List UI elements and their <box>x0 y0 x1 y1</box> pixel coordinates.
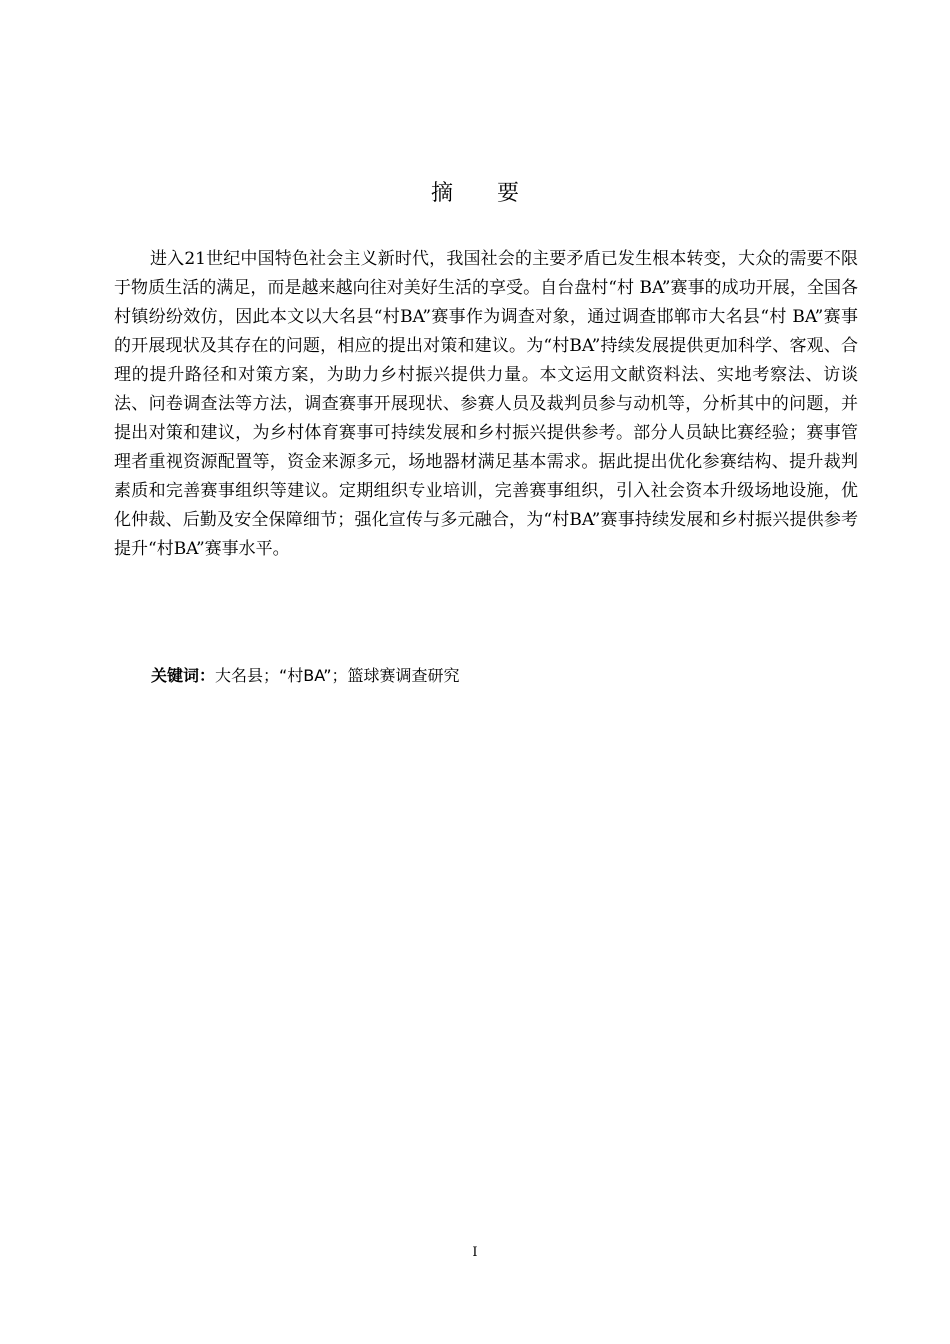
page-number: I <box>472 1245 478 1260</box>
abstract-paragraph: 进入21世纪中国特色社会主义新时代，我国社会的主要矛盾已发生根本转变，大众的需要不限于物质生活的满足，而是越来越向往对美好生活的享受。自台盘村“村 BA”赛事的成功开展，全国各村镇纷纷效仿，因此本文以大名县“村BA”赛事作为调查对象，通过调查邯郸市大名县“村 BA”赛事的开展现状及其存在的问题，相应的提出对策和建议。为“村BA”持续发展提供更加科学、客观、合理的提升路径和对策方案，为助力乡村振兴提供力量。本文运用文献资料法、实地考察法、访谈法、问卷调查法等方法，调查赛事开展现状、参赛人员及裁判员参与动机等，分析其中的问题，并提出对策和建议，为乡村体育赛事可持续发展和乡村振兴提供参考。部分人员缺比赛经验；赛事管理者重视资源配置等，资金来源多元，场地器材满足基本需求。据此提出优化参赛结构、提升裁判素质和完善赛事组织等建议。定期组织专业培训，完善赛事组织，引入社会资本升级场地设施，优化仲裁、后勤及安全保障细节；强化宣传与多元融合，为“村BA”赛事持续发展和乡村振兴提供参考提升“村BA”赛事水平。 <box>114 249 858 559</box>
keywords-line <box>151 661 460 691</box>
page-title: 摘要 <box>430 181 563 206</box>
keywords-label: 关键词： <box>151 666 216 685</box>
keywords-value: 大名县；“村BA”；篮球赛调查研究 <box>215 666 460 685</box>
